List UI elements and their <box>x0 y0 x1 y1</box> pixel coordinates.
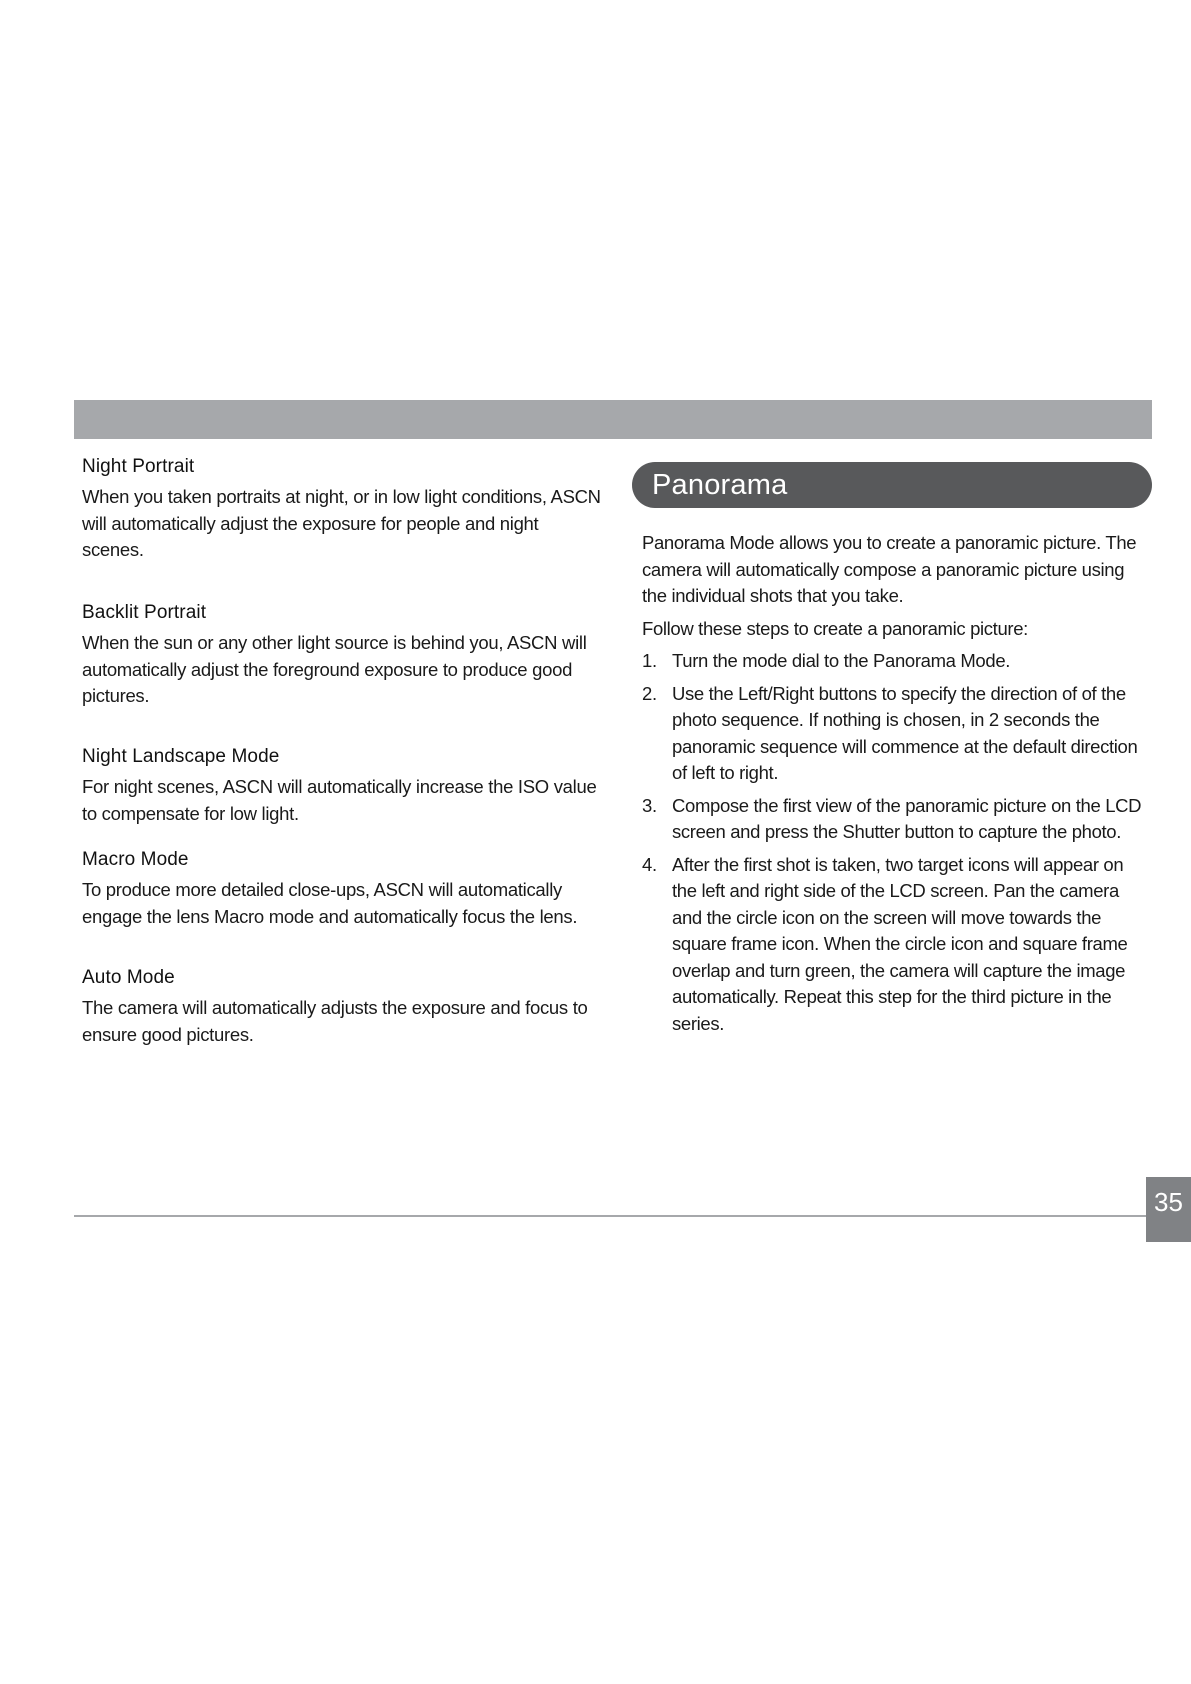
step-number: 4. <box>642 853 657 875</box>
section-night-landscape <box>82 746 602 827</box>
section-body: The camera will automatically adjusts the exposure and focus to ensure good pictures. <box>82 997 588 1045</box>
right-column <box>642 530 1152 1043</box>
step-number: 3. <box>642 794 657 816</box>
section-heading: Macro Mode <box>82 849 189 870</box>
panorama-intro: Panorama Mode allows you to create a panoramic picture. The camera will automatically compose a panoramic picture using the individual shots that you take. <box>642 532 1137 606</box>
section-night-portrait <box>82 456 602 564</box>
step-text: After the first shot is taken, two target icons will appear on the left and right side of the LCD screen. Pan the camera and the circle icon on the screen will move towards the square frame icon. When the circle icon and square frame overlap and turn green, the camera will capture the image automatically. Repeat this step for the third picture in the series. <box>672 853 1128 1034</box>
step-number: 2. <box>642 682 657 704</box>
page-number-tab <box>1146 1177 1191 1242</box>
section-backlit-portrait <box>82 602 602 710</box>
section-body: When you taken portraits at night, or in low light conditions, ASCN will automatically adjust the exposure for people and night scenes. <box>82 486 601 560</box>
section-macro-mode <box>82 849 602 930</box>
panorama-steps-list <box>642 648 1152 1037</box>
section-heading: Night Landscape Mode <box>82 746 280 767</box>
panorama-steps-intro: Follow these steps to create a panoramic picture: <box>642 617 1028 639</box>
section-body: To produce more detailed close-ups, ASCN will automatically engage the lens Macro mode and automatically focus the lens. <box>82 879 578 927</box>
step-text: Compose the first view of the panoramic picture on the LCD screen and press the Shutter button to capture the photo. <box>672 794 1142 842</box>
section-heading: Night Portrait <box>82 456 195 477</box>
panorama-title: Panorama <box>652 469 788 501</box>
step-item <box>642 648 1152 675</box>
step-item <box>642 793 1152 846</box>
panorama-header <box>632 462 1152 508</box>
section-heading: Backlit Portrait <box>82 602 207 623</box>
footer-rule <box>74 1215 1146 1217</box>
section-auto-mode <box>82 967 602 1048</box>
step-item <box>642 852 1152 1038</box>
step-number: 1. <box>642 650 657 671</box>
top-band <box>74 400 1152 439</box>
section-heading: Auto Mode <box>82 967 175 988</box>
step-text: Turn the mode dial to the Panorama Mode. <box>672 650 1011 671</box>
section-body: When the sun or any other light source is behind you, ASCN will automatically adjust the foreground exposure to produce good pictures. <box>82 632 587 706</box>
step-item <box>642 681 1152 787</box>
step-text: Use the Left/Right buttons to specify the direction of of the photo sequence. If nothing is chosen, in 2 seconds the panoramic sequence will commence at the default direction of left to right. <box>672 682 1138 783</box>
page-number: 35 <box>1154 1187 1183 1217</box>
section-body: For night scenes, ASCN will automatically increase the ISO value to compensate for low light. <box>82 776 597 824</box>
